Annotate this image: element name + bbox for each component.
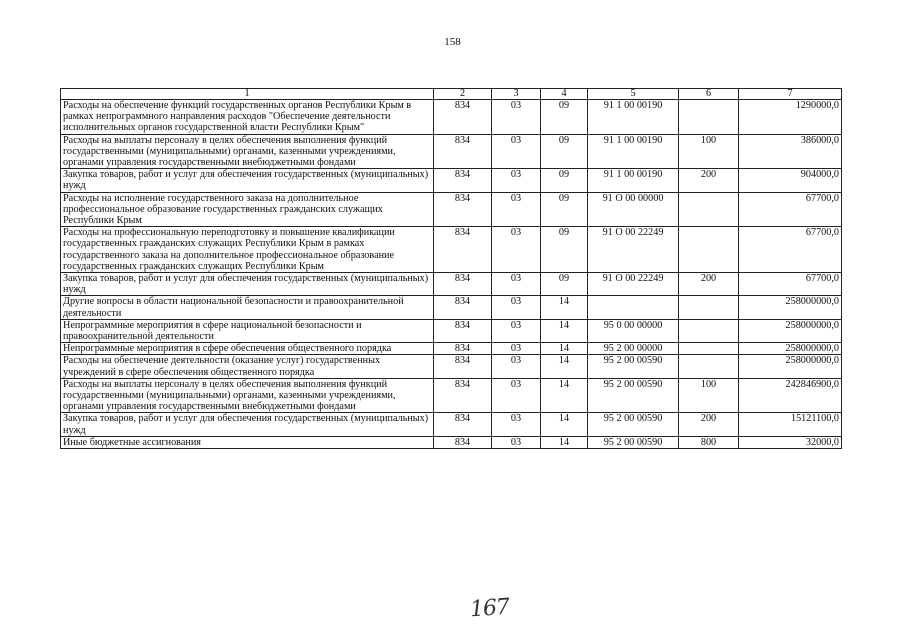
row-name: Иные бюджетные ассигнования [61,436,434,448]
amount: 258000000,0 [739,296,842,319]
section-code: 03 [492,319,541,342]
amount: 904000,0 [739,169,842,192]
subsection-code: 14 [541,355,588,378]
amount: 67700,0 [739,227,842,273]
table-row [61,319,842,342]
target-article-code: 95 2 00 00000 [588,343,679,355]
ministry-code: 834 [434,343,492,355]
section-code: 03 [492,296,541,319]
target-article-code: 91 1 00 00190 [588,100,679,135]
column-header-2: 2 [434,89,492,100]
section-code: 03 [492,169,541,192]
subsection-code: 09 [541,192,588,227]
table-row [61,343,842,355]
target-article-code [588,296,679,319]
target-article-code: 91 О 00 22249 [588,273,679,296]
expense-type-code [679,100,739,135]
ministry-code: 834 [434,100,492,135]
expense-type-code: 200 [679,273,739,296]
subsection-code: 14 [541,319,588,342]
amount: 258000000,0 [739,355,842,378]
target-article-code: 91 1 00 00190 [588,134,679,169]
section-code: 03 [492,343,541,355]
budget-table [60,88,842,449]
section-code: 03 [492,273,541,296]
target-article-code: 95 2 00 00590 [588,355,679,378]
column-header-5: 5 [588,89,679,100]
table-row [61,355,842,378]
amount: 1290000,0 [739,100,842,135]
row-name: Расходы на выплаты персоналу в целях обеспечения выполнения функций государственными (муниципальными) органами, казенными учреждениями, органами управления государственными внебюджетными фондами [61,378,434,413]
ministry-code: 834 [434,134,492,169]
column-header-4: 4 [541,89,588,100]
table-row [61,100,842,135]
section-code: 03 [492,436,541,448]
row-name: Расходы на исполнение государственного заказа на дополнительное профессиональное образование государственных гражданских служащих Республики Крым [61,192,434,227]
subsection-code: 09 [541,100,588,135]
target-article-code: 95 2 00 00590 [588,413,679,436]
section-code: 03 [492,192,541,227]
amount: 258000000,0 [739,319,842,342]
subsection-code: 14 [541,436,588,448]
row-name: Расходы на выплаты персоналу в целях обеспечения выполнения функций государственными (муниципальными) органами, казенными учреждениями, органами управления государственными внебюджетными фондами [61,134,434,169]
row-name: Закупка товаров, работ и услуг для обеспечения государственных (муниципальных) нужд [61,273,434,296]
subsection-code: 09 [541,169,588,192]
expense-type-code: 100 [679,378,739,413]
expense-type-code: 200 [679,169,739,192]
expense-type-code [679,343,739,355]
amount: 67700,0 [739,192,842,227]
ministry-code: 834 [434,378,492,413]
column-header-7: 7 [739,89,842,100]
target-article-code: 91 О 00 00000 [588,192,679,227]
ministry-code: 834 [434,227,492,273]
table-row [61,413,842,436]
column-header-6: 6 [679,89,739,100]
subsection-code: 14 [541,343,588,355]
subsection-code: 14 [541,413,588,436]
table-row [61,134,842,169]
subsection-code: 09 [541,273,588,296]
expense-type-code [679,192,739,227]
row-name: Расходы на профессиональную переподготовку и повышение квалификации государственных гражданских служащих Республики Крым в рамках государственного заказа на дополнительное профессиональное образование государственных гражданских служащих Республики Крым [61,227,434,273]
expense-type-code [679,355,739,378]
ministry-code: 834 [434,169,492,192]
expense-type-code [679,319,739,342]
table-row [61,273,842,296]
row-name: Другие вопросы в области национальной безопасности и правоохранительной деятельности [61,296,434,319]
amount: 32000,0 [739,436,842,448]
header-row [61,89,842,100]
expense-type-code: 800 [679,436,739,448]
row-name: Расходы на обеспечение деятельности (оказание услуг) государственных учреждений в сфере обеспечения общественного порядка [61,355,434,378]
amount: 242846900,0 [739,378,842,413]
table-row [61,227,842,273]
section-code: 03 [492,100,541,135]
subsection-code: 14 [541,296,588,319]
target-article-code: 95 2 00 00590 [588,378,679,413]
amount: 15121100,0 [739,413,842,436]
expense-type-code [679,227,739,273]
ministry-code: 834 [434,319,492,342]
table-row [61,296,842,319]
target-article-code: 91 О 00 22249 [588,227,679,273]
amount: 386000,0 [739,134,842,169]
amount: 258000000,0 [739,343,842,355]
ministry-code: 834 [434,413,492,436]
ministry-code: 834 [434,296,492,319]
row-name: Закупка товаров, работ и услуг для обеспечения государственных (муниципальных) нужд [61,413,434,436]
expense-type-code: 200 [679,413,739,436]
table-row [61,378,842,413]
section-code: 03 [492,413,541,436]
subsection-code: 09 [541,227,588,273]
table-row [61,436,842,448]
target-article-code: 91 1 00 00190 [588,169,679,192]
column-header-1: 1 [61,89,434,100]
amount: 67700,0 [739,273,842,296]
table-row [61,169,842,192]
section-code: 03 [492,227,541,273]
row-name: Расходы на обеспечение функций государственных органов Республики Крым в рамках непрограммного направления расходов "Обеспечение деятельности исполнительных органов государственной власти Республики Крым" [61,100,434,135]
table-row [61,192,842,227]
target-article-code: 95 0 00 00000 [588,319,679,342]
section-code: 03 [492,134,541,169]
row-name: Непрограммные мероприятия в сфере обеспечения общественного порядка [61,343,434,355]
handwritten-page-mark: 167 [469,594,510,623]
table-body [61,100,842,449]
section-code: 03 [492,355,541,378]
expense-type-code [679,296,739,319]
ministry-code: 834 [434,436,492,448]
subsection-code: 14 [541,378,588,413]
ministry-code: 834 [434,355,492,378]
column-header-3: 3 [492,89,541,100]
expense-type-code: 100 [679,134,739,169]
row-name: Непрограммные мероприятия в сфере национальной безопасности и правоохранительной деятельности [61,319,434,342]
page-number: 158 [444,36,461,48]
target-article-code: 95 2 00 00590 [588,436,679,448]
ministry-code: 834 [434,192,492,227]
subsection-code: 09 [541,134,588,169]
section-code: 03 [492,378,541,413]
ministry-code: 834 [434,273,492,296]
row-name: Закупка товаров, работ и услуг для обеспечения государственных (муниципальных) нужд [61,169,434,192]
